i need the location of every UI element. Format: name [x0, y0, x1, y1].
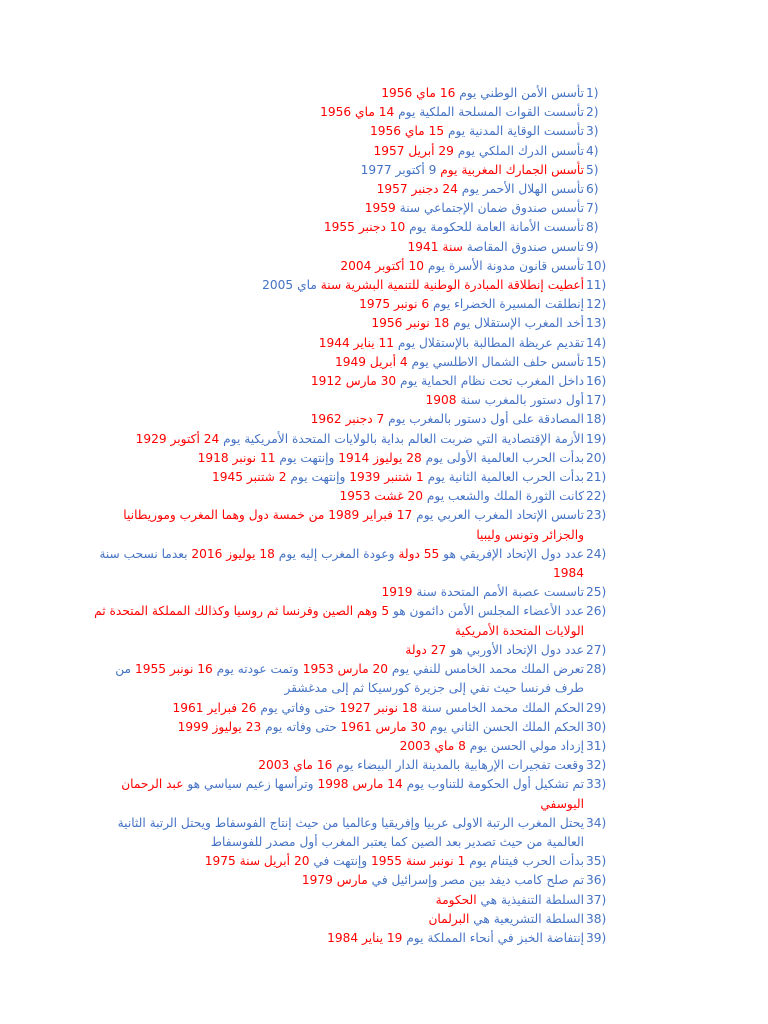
highlighted-date-text: 24 دجنبر 1957 — [376, 182, 458, 197]
list-item-number: 18) — [586, 412, 607, 427]
highlighted-date-text: 16 نونبر 1955 — [134, 662, 213, 677]
list-item-number: 8) — [586, 220, 599, 235]
list-item — [86, 737, 616, 756]
fact-text: وإنتهت يوم — [275, 450, 339, 465]
fact-text: وقعت تفجيرات الإرهابية بالمدينة الدار البيضاء يوم — [332, 758, 584, 773]
list-item-text — [86, 276, 586, 295]
list-item-text — [86, 372, 586, 391]
list-item-number: 35) — [586, 854, 607, 869]
list-item-text — [86, 84, 586, 103]
fact-text: بعدما نسحب سنة — [99, 546, 192, 561]
fact-text: المصادقة على أول دستور بالمغرب يوم — [384, 412, 584, 427]
fact-text: وإنتهت يوم — [286, 470, 350, 485]
list-item-text — [86, 449, 586, 468]
highlighted-date-text: 30 مارس 1912 — [310, 374, 397, 389]
fact-text: عدد دول الإتحاد الأوربي هو — [446, 642, 584, 657]
fact-text: بدأت الحرب العالمية الثانية يوم — [423, 470, 584, 485]
list-item-text — [86, 487, 586, 506]
highlighted-date-text: 26 فبراير 1961 — [172, 700, 257, 715]
highlighted-date-text: 15 ماي 1956 — [370, 124, 445, 139]
list-item-text — [86, 910, 586, 929]
list-item-text — [86, 583, 586, 602]
list-item — [86, 775, 616, 813]
fact-text: تعرض الملك محمد الخامس للنفي يوم — [388, 662, 584, 677]
highlighted-date-text: أعطيت إنطلاقة المبادرة الوطنية للتنمية البشرية سنة — [316, 278, 584, 293]
fact-text: تم صلح كامب ديفد بين مصر وإسرائيل في — [367, 873, 584, 888]
highlighted-date-text: البرلمان — [428, 911, 470, 926]
fact-text: تأسس قانون مدونة الأسرة يوم — [423, 258, 584, 273]
highlighted-date-text: 20 أبريل سنة 1975 — [204, 854, 310, 869]
list-item — [86, 891, 616, 910]
fact-text: تأسس حلف الشمال الاطلسي يوم — [407, 354, 584, 369]
fact-text: ماي 2005 — [262, 278, 317, 293]
fact-text: إنتفاضة الخبز في أنحاء المملكة يوم — [402, 930, 584, 945]
list-item — [86, 929, 616, 948]
list-item — [86, 583, 616, 602]
highlighted-date-text: 19 يناير 1984 — [327, 930, 403, 945]
list-item-number: 3) — [586, 124, 599, 139]
list-item — [86, 468, 616, 487]
highlighted-date-text: 23 يوليوز 1999 — [177, 719, 262, 734]
list-item-text — [86, 506, 586, 544]
fact-text: تاسس صندوق المقاصة — [462, 239, 584, 254]
list-item-number: 36) — [586, 873, 607, 888]
list-item — [86, 180, 616, 199]
list-item-text — [86, 468, 586, 487]
fact-text: كانت الثورة الملك والشعب يوم — [423, 489, 584, 504]
list-item-number: 37) — [586, 892, 607, 907]
highlighted-date-text: 2 شتنبر 1945 — [211, 470, 287, 485]
list-item-number: 39) — [586, 930, 607, 945]
list-item-number: 20) — [586, 450, 607, 465]
fact-text: تأسس الأمن الوطني يوم — [455, 86, 584, 100]
facts-list — [86, 84, 616, 948]
highlighted-date-text: عبد الرحمان اليوسفي — [121, 777, 584, 811]
list-item — [86, 372, 616, 391]
list-item — [86, 103, 616, 122]
highlighted-date-text: 55 دولة — [398, 546, 440, 561]
list-item-text — [86, 122, 586, 141]
fact-text: داخل المغرب تحت نظام الحماية يوم — [396, 374, 584, 389]
list-item-number: 5) — [586, 162, 599, 177]
list-item — [86, 391, 616, 410]
list-item-text — [86, 756, 586, 775]
fact-text: تأسست القوات المسلحة الملكية يوم — [394, 105, 584, 120]
fact-text: تاسست عصبة الأمم المتحدة سنة — [412, 585, 584, 600]
list-item-number: 13) — [586, 316, 607, 331]
list-item — [86, 257, 616, 276]
list-item-number: 31) — [586, 738, 607, 753]
list-item-number: 10) — [586, 258, 607, 273]
list-item-number: 12) — [586, 297, 607, 312]
list-item — [86, 871, 616, 890]
list-item-number: 38) — [586, 911, 607, 926]
fact-text: عدد دول الإتحاد الإفريقي هو — [439, 546, 584, 561]
highlighted-date-text: 14 ماي 1956 — [320, 105, 395, 120]
highlighted-date-text: 20 غشت 1953 — [339, 489, 424, 504]
list-item-number: 2) — [586, 105, 599, 120]
list-item-number: 33) — [586, 777, 607, 792]
list-item-number: 1) — [586, 86, 599, 100]
fact-text: وعودة المغرب إليه يوم — [274, 546, 399, 561]
list-item — [86, 641, 616, 660]
highlighted-date-text: 1959 — [364, 201, 396, 216]
list-item-number: 11) — [586, 278, 607, 293]
list-item-text — [86, 103, 586, 122]
list-item-number: 14) — [586, 335, 607, 350]
highlighted-date-text: 20 مارس 1953 — [302, 662, 388, 677]
list-item-number: 25) — [586, 585, 607, 600]
fact-text: تأسس صندوق ضمان الإجتماعي سنة — [395, 201, 584, 216]
fact-text: يحتل المغرب الرتبة الاولى عربيا وإفريقيا وعالميا من حيث إنتاج الفوسفاط ويحتل الرتبة الثانية العالمية من حيث تصدير بعد الصين كما يعتبر المغرب أول مصدر للفوسفاط — [117, 815, 584, 849]
highlighted-date-text: 28 يوليوز 1914 — [338, 450, 422, 465]
highlighted-date-text: 1919 — [381, 585, 413, 600]
list-item-number: 7) — [586, 201, 599, 216]
list-item-number: 32) — [586, 758, 607, 773]
highlighted-date-text: 14 مارس 1998 — [317, 777, 403, 792]
highlighted-date-text: 16 ماي 2003 — [258, 758, 333, 773]
highlighted-date-text: 6 نونبر 1975 — [359, 297, 430, 312]
list-item — [86, 910, 616, 929]
list-item — [86, 276, 616, 295]
list-item-text — [86, 257, 586, 276]
highlighted-date-text: 27 دولة — [405, 642, 447, 657]
highlighted-date-text: 17 فبراير 1989 من خمسة دول وهما المغرب وموريطانيا والجزائر وتونس وليبيا — [123, 508, 584, 542]
list-item-number: 4) — [586, 143, 599, 158]
list-item-number: 30) — [586, 719, 607, 734]
list-item-number: 9) — [586, 239, 599, 254]
highlighted-date-text: 1908 — [425, 393, 457, 408]
list-item-text — [86, 660, 586, 698]
list-item — [86, 410, 616, 429]
list-item-number: 34) — [586, 815, 607, 830]
list-item-text — [86, 891, 586, 910]
fact-text: وتمت عودته يوم — [212, 662, 303, 677]
list-item-text — [86, 334, 586, 353]
list-item-text — [86, 238, 586, 257]
list-item — [86, 353, 616, 372]
list-item-text — [86, 314, 586, 333]
fact-text: السلطة التشريعية هي — [469, 911, 584, 926]
fact-text: إنطلقت المسيرة الخضراء يوم — [429, 297, 584, 312]
list-item — [86, 660, 616, 698]
list-item — [86, 218, 616, 237]
fact-text: إزداد مولي الحسن يوم — [465, 738, 584, 753]
highlighted-date-text: 1984 — [552, 566, 584, 581]
fact-text: الحكم الملك الحسن الثاني يوم — [425, 719, 584, 734]
list-item — [86, 238, 616, 257]
fact-text: حتى وفاتي يوم — [256, 700, 340, 715]
list-item-text — [86, 142, 586, 161]
fact-text: بدأت الحرب فيتنام يوم — [465, 854, 584, 869]
fact-text: تأسست الأمانة العامة للحكومة يوم — [405, 220, 584, 235]
fact-text: السلطة التنفيذية هي — [476, 892, 584, 907]
list-item-number: 27) — [586, 642, 607, 657]
list-item — [86, 449, 616, 468]
list-item — [86, 699, 616, 718]
fact-text: أول دستور بالمغرب سنة — [456, 393, 584, 408]
list-item-text — [86, 295, 586, 314]
list-item-text — [86, 430, 586, 449]
list-item-text — [86, 353, 586, 372]
list-item-number: 15) — [586, 354, 607, 369]
list-item-text — [86, 602, 586, 640]
fact-text: وترأسها زعيم سياسي هو — [183, 777, 318, 792]
highlighted-date-text: 4 أبريل 1949 — [334, 354, 408, 369]
highlighted-date-text: مارس 1979 — [301, 873, 368, 888]
highlighted-date-text: 1 شتنبر 1939 — [349, 470, 424, 485]
list-item-text — [86, 814, 586, 852]
list-item-text — [86, 410, 586, 429]
fact-text: وإنتهت في — [309, 854, 371, 869]
highlighted-date-text: 7 دجنبر 1962 — [310, 412, 385, 427]
highlighted-date-text: 8 ماي 2003 — [399, 738, 466, 753]
list-item-number: 17) — [586, 393, 607, 408]
fact-text: تأسست الوقاية المدنية يوم — [444, 124, 584, 139]
list-item-text — [86, 641, 586, 660]
list-item — [86, 295, 616, 314]
fact-text: بدأت الحرب العالمية الأولى يوم — [421, 450, 584, 465]
highlighted-date-text: 29 أبريل 1957 — [373, 143, 454, 158]
fact-text: حتى وفاته يوم — [261, 719, 341, 734]
fact-text: تم تشكيل أول الحكومة للتناوب يوم — [402, 777, 584, 792]
fact-text: أخد المغرب الإستقلال يوم — [449, 316, 584, 331]
list-item — [86, 852, 616, 871]
list-item — [86, 506, 616, 544]
list-item-text — [86, 199, 586, 218]
list-item-text — [86, 871, 586, 890]
list-item-number: 6) — [586, 182, 599, 197]
fact-text: من طرف فرنسا حيث نفي إلى جزيرة كورسيكا ثم إلى مدغشقر — [115, 662, 584, 696]
highlighted-date-text: 18 يوليوز 2016 — [191, 546, 275, 561]
list-item-number: 29) — [586, 700, 607, 715]
list-item — [86, 545, 616, 583]
list-item — [86, 199, 616, 218]
list-item-text — [86, 737, 586, 756]
highlighted-date-text: 11 يناير 1944 — [318, 335, 394, 350]
fact-text: تقديم عريظة المطالبة بالإستقلال يوم — [393, 335, 584, 350]
list-item-number: 24) — [586, 546, 607, 561]
highlighted-date-text: 10 دجنبر 1955 — [323, 220, 406, 235]
list-item-text — [86, 545, 586, 583]
highlighted-date-text: 30 مارس 1961 — [340, 719, 426, 734]
fact-text: الأزمة الإقتصادية التي ضربت العالم بداية بالولايات المتحدة الأمريكية يوم — [219, 431, 584, 446]
list-item — [86, 430, 616, 449]
list-item-text — [86, 699, 586, 718]
list-item — [86, 814, 616, 852]
list-item-text — [86, 180, 586, 199]
list-item-text — [86, 218, 586, 237]
list-item — [86, 161, 616, 180]
list-item — [86, 756, 616, 775]
list-item-number: 28) — [586, 662, 607, 677]
highlighted-date-text: سنة 1941 — [407, 239, 463, 254]
list-item-text — [86, 929, 586, 948]
list-item-number: 26) — [586, 604, 607, 619]
list-item-text — [86, 775, 586, 813]
list-item-number: 23) — [586, 508, 607, 523]
fact-text: تأسس الهلال الأحمر يوم — [457, 182, 584, 197]
list-item — [86, 334, 616, 353]
highlighted-date-text: 11 نونبر 1918 — [197, 450, 276, 465]
highlighted-date-text: 5 وهم الصين وفرنسا ثم روسيا وكذالك المملكة المتحدة ثم الولايات المتحدة الأمريكية — [94, 604, 584, 638]
highlighted-date-text: 18 نونبر 1956 — [371, 316, 450, 331]
list-item-text — [86, 391, 586, 410]
highlighted-date-text: الحكومة — [435, 892, 477, 907]
list-item — [86, 84, 616, 103]
list-item-text — [86, 852, 586, 871]
highlighted-date-text: 16 ماي 1956 — [381, 86, 456, 100]
list-item — [86, 142, 616, 161]
fact-text: تاسس الإتحاد المغرب العربي يوم — [412, 508, 584, 523]
list-item-number: 22) — [586, 489, 607, 504]
fact-text: الحكم الملك محمد الخامس سنة — [417, 700, 584, 715]
fact-text: عدد الأعضاء المجلس الأمن دائمون هو — [389, 604, 584, 619]
list-item — [86, 122, 616, 141]
list-item — [86, 314, 616, 333]
list-item-number: 16) — [586, 374, 607, 389]
list-item-text — [86, 718, 586, 737]
list-item — [86, 487, 616, 506]
highlighted-date-text: 1 نونبر سنة 1955 — [371, 854, 466, 869]
list-item-number: 19) — [586, 431, 607, 446]
list-item — [86, 602, 616, 640]
list-item — [86, 718, 616, 737]
fact-text: 9 أكتوبر 1977 — [360, 162, 437, 177]
highlighted-date-text: تأسس الجمارك المغربية يوم — [436, 162, 584, 177]
list-item-number: 21) — [586, 470, 607, 485]
highlighted-date-text: 10 أكتوبر 2004 — [340, 258, 424, 273]
highlighted-date-text: 24 أكتوبر 1929 — [135, 431, 220, 446]
highlighted-date-text: 18 نونبر 1927 — [339, 700, 418, 715]
fact-text: تأسس الدرك الملكي يوم — [453, 143, 584, 158]
list-item-text — [86, 161, 586, 180]
